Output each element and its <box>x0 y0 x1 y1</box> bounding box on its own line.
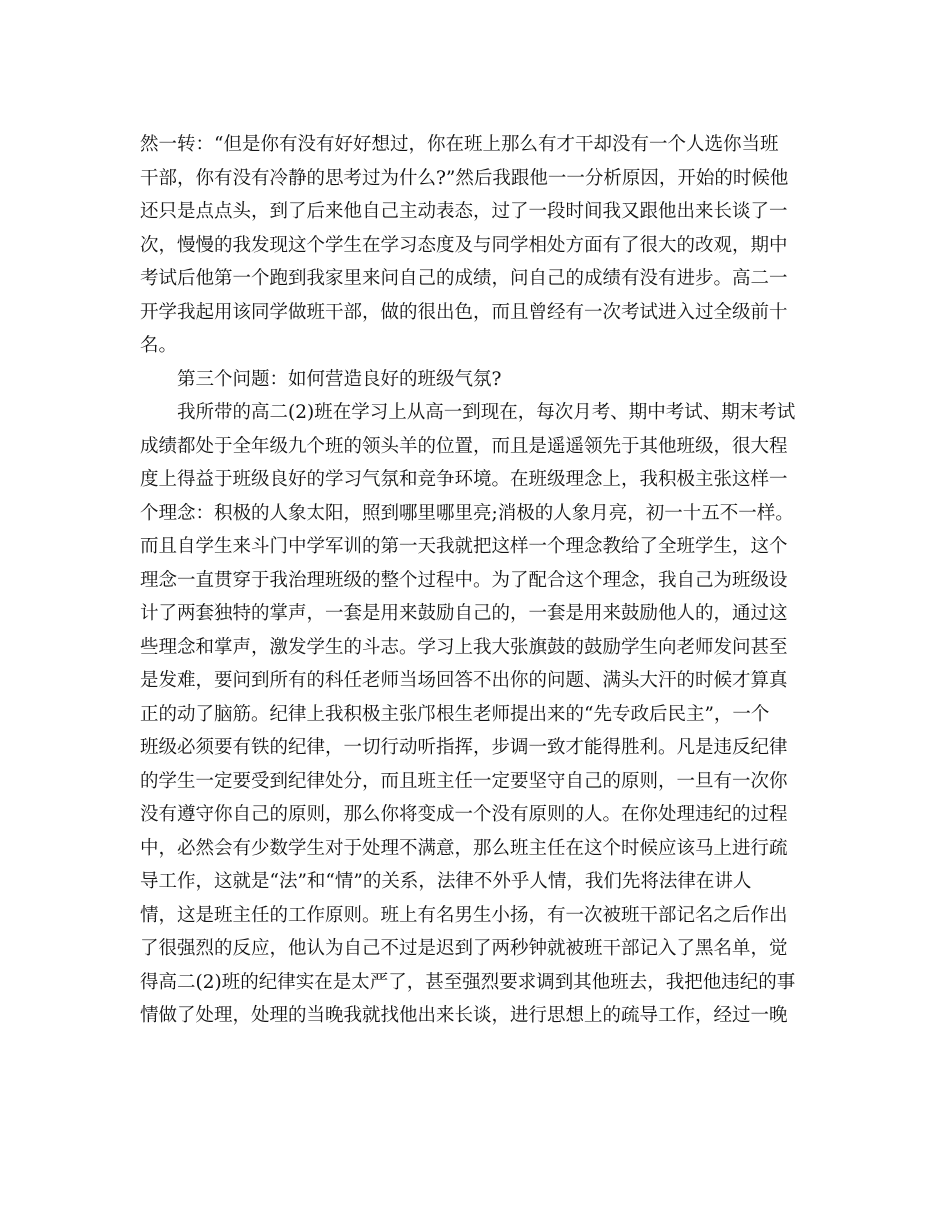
text-line: 中，必然会有少数学生对于处理不满意，那么班主任在这个时候应该马上进行疏 <box>140 837 788 859</box>
text-line: 次，慢慢的我发现这个学生在学习态度及与同学相处方面有了很大的改观，期中 <box>140 234 788 256</box>
text-line: 还只是点点头，到了后来他自己主动表态，过了一段时间我又跟他出来长谈了一 <box>140 201 788 222</box>
text-line: 了很强烈的反应，他认为自己不过是迟到了两秒钟就被班干部记入了黑名单，觉 <box>140 938 788 959</box>
text-line: 我所带的高二(2)班在学习上从高一到现在，每次月考、期中考试、期末考试 <box>177 402 796 423</box>
text-line: 干部，你有没有冷静的思考过为什么?”然后我跟他一一分析原因，开始的时候他 <box>140 167 789 189</box>
text-line: 是发难，要问到所有的科任老师当场回答不出你的问题、满头大汗的时候才算真 <box>140 670 788 691</box>
text-line: 导工作，这就是“法”和“情”的关系，法律不外乎人情，我们先将法律在讲人 <box>140 871 752 892</box>
text-line: 的学生一定要受到纪律处分，而且班主任一定要坚守自己的原则，一旦有一次你 <box>140 770 788 792</box>
text-line: 情，这是班主任的工作原则。班上有名男生小扬，有一次被班干部记名之后作出 <box>140 904 788 926</box>
text-line: 计了两套独特的掌声，一套是用来鼓励自己的，一套是用来鼓励他人的，通过这 <box>140 603 788 624</box>
text-line: 而且自学生来斗门中学军训的第一天我就把这样一个理念教给了全班学生，这个 <box>140 536 788 557</box>
text-line: 度上得益于班级良好的学习气氛和竞争环境。在班级理念上，我积极主张这样一 <box>140 469 788 490</box>
section-heading: 第三个问题：如何营造良好的班级气氛? <box>177 368 502 390</box>
text-line: 情做了处理，处理的当晚我就找他出来长谈，进行思想上的疏导工作，经过一晚 <box>140 1005 788 1026</box>
text-line: 开学我起用该同学做班干部，做的很出色，而且曾经有一次考试进入过全级前十 <box>140 301 788 323</box>
text-line: 然一转：“但是你有没有好好想过，你在班上那么有才干却没有一个人选你当班 <box>140 134 779 155</box>
text-line: 些理念和掌声，激发学生的斗志。学习上我大张旗鼓的鼓励学生向老师发问甚至 <box>140 636 788 658</box>
text-line: 没有遵守你自己的原则，那么你将变成一个没有原则的人。在你处理违纪的过程 <box>140 804 788 825</box>
text-line: 考试后他第一个跑到我家里来问自己的成绩，问自己的成绩有没有进步。高二一 <box>140 268 788 289</box>
text-line: 班级必须要有铁的纪律，一切行动听指挥，步调一致才能得胜利。凡是违反纪律 <box>140 737 788 758</box>
text-line: 成绩都处于全年级九个班的领头羊的位置，而且是遥遥领先于其他班级，很大程 <box>140 435 788 457</box>
text-line: 个理念：积极的人象太阳，照到哪里哪里亮;消极的人象月亮，初一十五不一样。 <box>140 502 794 524</box>
text-line: 正的动了脑筋。纪律上我积极主张邝根生老师提出来的“先专政后民主”，一个 <box>140 703 770 725</box>
text-line: 名。 <box>140 335 178 356</box>
text-line: 得高二(2)班的纪律实在是太严了，甚至强烈要求调到其他班去，我把他违纪的事 <box>140 971 796 993</box>
body-text <box>140 128 820 1033</box>
text-line: 理念一直贯穿于我治理班级的整个过程中。为了配合这个理念，我自己为班级设 <box>140 569 788 591</box>
